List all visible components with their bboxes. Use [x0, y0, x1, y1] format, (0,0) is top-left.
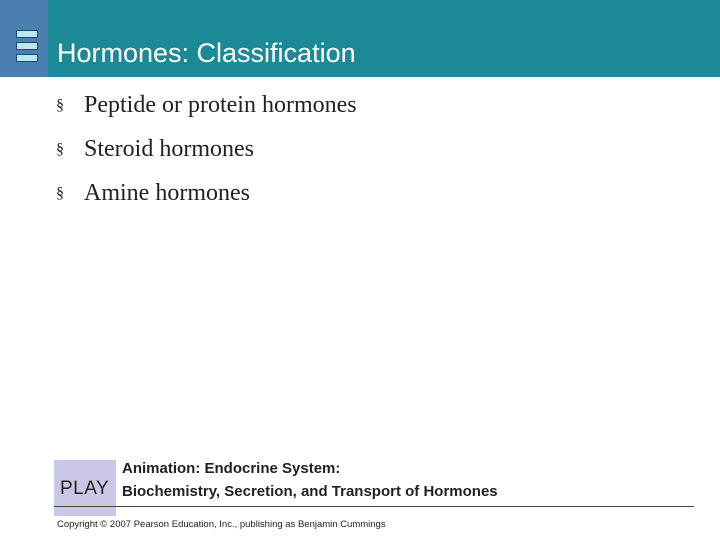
slide-logo: [0, 0, 48, 77]
slide-title: Hormones: Classification: [57, 38, 356, 68]
footer-divider: [54, 506, 694, 507]
play-label: PLAY: [60, 478, 110, 499]
logo-bar-icon: [16, 54, 38, 62]
bullet-text: Peptide or protein hormones: [84, 92, 357, 118]
bullet-marker-icon: §: [56, 141, 64, 158]
play-button[interactable]: [54, 460, 116, 516]
bullet-text: Amine hormones: [84, 180, 250, 206]
bullet-text: Steroid hormones: [84, 136, 254, 162]
bullet-item: [56, 176, 696, 220]
bullet-list: [56, 88, 696, 220]
animation-title-line1: Animation: Endocrine System:: [122, 460, 341, 477]
bullet-item: [56, 88, 696, 132]
animation-title-line2: Biochemistry, Secretion, and Transport of Hormones: [122, 483, 498, 500]
bullet-marker-icon: §: [56, 185, 64, 202]
logo-bar-icon: [16, 42, 38, 50]
bullet-item: [56, 132, 696, 176]
copyright-notice: Copyright © 2007 Pearson Education, Inc., publishing as Benjamin Cummings: [57, 519, 386, 530]
bullet-marker-icon: §: [56, 97, 64, 114]
logo-bar-icon: [16, 30, 38, 38]
title-bar: [0, 0, 720, 77]
